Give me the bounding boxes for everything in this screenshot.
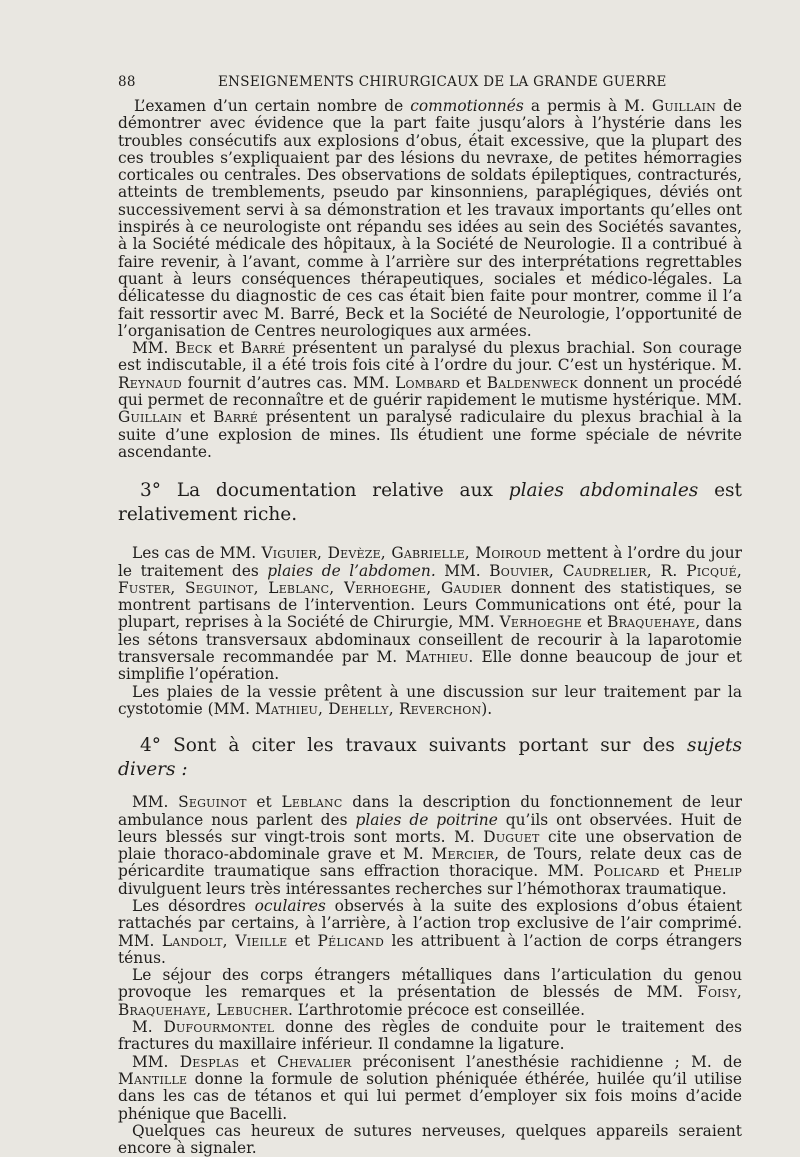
paragraph-commotionnes: L’examen d’un certain nombre de commotionnés a permis à M. Guillain de démontrer avec évidence que la part faite jusqu’alors à l’hystérie dans les troubles consécutifs aux explosions d’obus, était excessive, que la plupart des ces troubles s’expliquaient par des lésions du nevraxe, de petites hémorragies corticales ou centrales. Des observations de soldats épileptiques, contracturés, atteints de tremblements, pseudo par kinsonniens, paraplégiques, déviés ont successivement servi à sa démonstration et les travaux importants qu’elles ont inspirés à ce neurologiste ont répandu ses idées au sein des Sociétés savantes, à la Société médicale des hôpitaux, à la Société de Neurologie. Il a contribué à faire revenir, à l’avant, comme à l’arrière sur des interprétations regrettables quant à leurs conséquences thérapeutiques, sociales et médico-légales. La délicatesse du diagnostic de ces cas était bien faite pour montrer, comme il l’a fait ressortir avec M. Barré, Beck et la Société de Neurologie, l’opportunité de l’organisation de Centres neurologiques aux armées. (118, 97, 743, 340)
paragraph-corps-etrangers-genou: Le séjour des corps étrangers métalliques dans l’articulation du genou provoque les remarques et la présentation de blessés de MM. Foisy, Braquehaye, Lebucher. L’arthrotomie précoce est conseillée. (118, 966, 742, 1019)
paragraph-fractures-maxillaire: M. Dufourmontel donne des règles de conduite pour le traitement des fractures du maxillaire inférieur. Il condamne la ligature. (118, 1018, 742, 1054)
paragraph-desordres-oculaires: Les désordres oculaires observés à la suite des explosions d’obus étaient rattachés par certains, à l’arrière, à l’action trop exclusive de l’air comprimé. MM. Landolt, Vieille et Pélicand les attribuent à l’action de corps étrangers ténus. (118, 896, 742, 967)
running-header (118, 74, 742, 90)
paragraph-plaies-abdomen: Les cas de MM. Viguier, Devèze, Gabrielle, Moiroud mettent à l’ordre du jour le traitement des plaies de l’abdomen. MM. Bouvier, Caudrelier, R. Picqué, Fuster, Seguinot, Leblanc, Verhoeghe, Gaudier donnent des statistiques, se montrent partisans de l’intervention. Leurs Communications ont été, pour la plupart, reprises à la Société de Chirurgie, MM. Verhoeghe et Braquehaye, dans les sétons transversaux abdominaux conseillent de recourir à la laparotomie transversale recommandée par M. Mathieu. Elle donne beaucoup de jour et simplifie l’opération. (118, 544, 743, 684)
running-title: ENSEIGNEMENTS CHIRURGICAUX DE LA GRANDE GUERRE (218, 74, 667, 90)
paragraph-anesthesie-rachidienne: MM. Desplas et Chevalier préconisent l’anesthésie rachidienne ; M. de Mantille donne la formule de solution phéniquée éthérée, huilée qu’il utilise dans les cas de tétanos et qui lui permet d’employer six fois moins d’acide phénique que Bacelli. (118, 1052, 742, 1123)
page-number: 88 (118, 74, 136, 90)
paragraph-plaies-poitrine: MM. Seguinot et Leblanc dans la description du fonctionnement de leur ambulance nous parlent des plaies de poitrine qu’ils ont observées. Huit de leurs blessés sur vingt-trois sont morts. M. Duguet cite une observation de plaie thoraco-abdominale grave et M. Mercier, de Tours, relate deux cas de péricardite traumatique sans effraction thoracique. MM. Policard et Phelip divulguent leurs très intéressantes recherches sur l’hémothorax traumatique. (118, 793, 743, 898)
paragraph-sutures-nerveuses: Quelques cas heureux de sutures nerveuses, quelques appareils seraient encore à signaler. (118, 1121, 742, 1157)
paragraph-plexus-brachial: MM. Beck et Barré présentent un paralysé du plexus brachial. Son courage est indiscutable, il a été trois fois cité à l’ordre du jour. C’est un hystérique. M. Reynaud fournit d’autres cas. MM. Lombard et Baldenweck donnent un procédé qui permet de reconnaître et de guérir rapidement le mutisme hystérique. MM. Guillain et Barré présentent un paralysé radiculaire du plexus brachial à la suite d’une explosion de mines. Ils étudient une forme spéciale de névrite ascendante. (118, 339, 743, 461)
paragraph-plaies-vessie: Les plaies de la vessie prêtent à une discussion sur leur traitement par la cystotomie (MM. Mathieu, Dehelly, Reverchon). (118, 682, 742, 718)
section-heading-sujets-divers: 4° Sont à citer les travaux suivants portant sur des sujets divers : (118, 735, 742, 781)
section-heading-plaies-abdominales: 3° La documentation relative aux plaies abdominales est relativement riche. (118, 480, 742, 526)
